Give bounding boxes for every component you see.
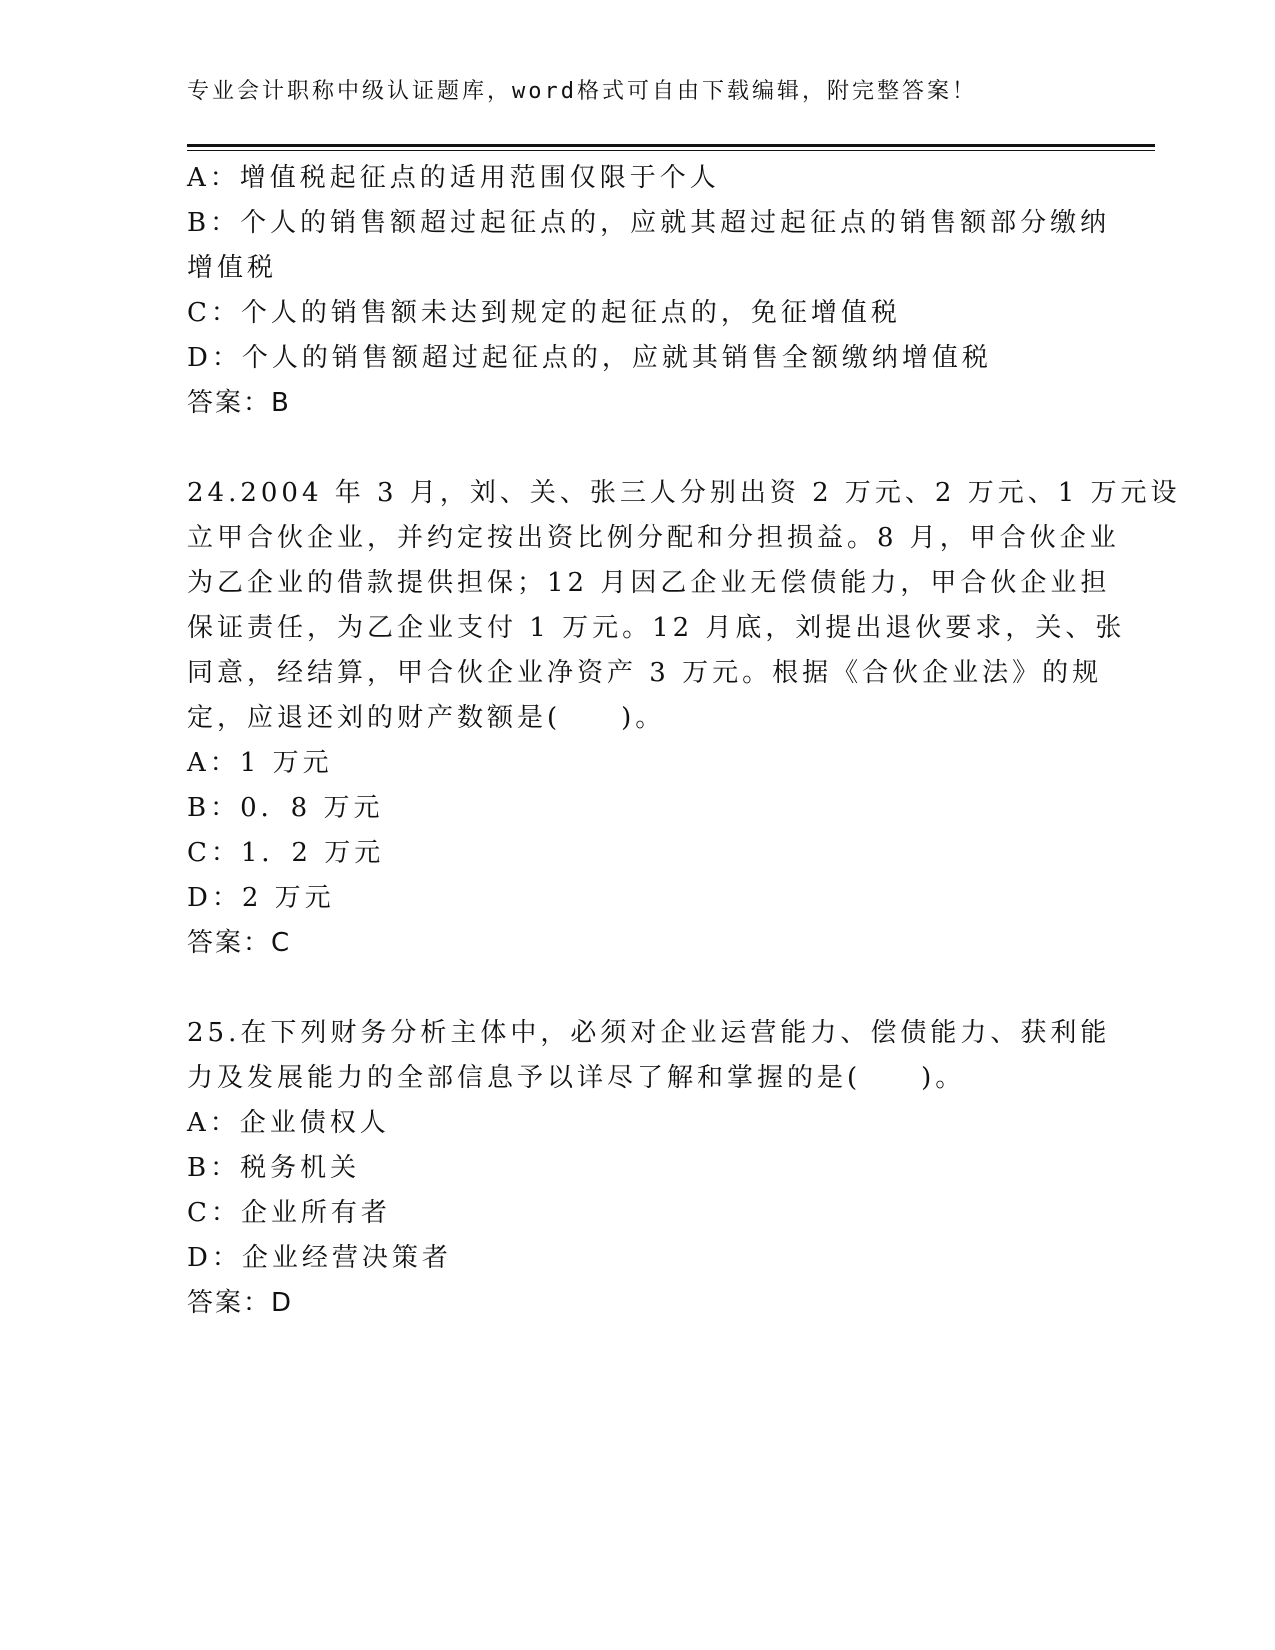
page-header: 专业会计职称中级认证题库，word格式可自由下载编辑，附完整答案！	[187, 79, 977, 104]
option-d: D：个人的销售额超过起征点的，应就其销售全额缴纳增值税	[187, 343, 992, 373]
question-stem-line: 力及发展能力的全部信息予以详尽了解和掌握的是( )。	[187, 1063, 966, 1093]
header-rule-thick	[187, 144, 1155, 147]
option-c: C：个人的销售额未达到规定的起征点的，免征增值税	[187, 298, 901, 328]
option-a: A：增值税起征点的适用范围仅限于个人	[187, 163, 720, 193]
question-24	[187, 471, 1181, 966]
answer: 答案：B	[187, 388, 291, 418]
question-25	[187, 1011, 1111, 1326]
answer: 答案：C	[187, 928, 292, 958]
option-b: B：税务机关	[187, 1153, 361, 1183]
question-stem-line: 25.在下列财务分析主体中，必须对企业运营能力、偿债能力、获利能	[187, 1018, 1111, 1048]
question-stem-line: 保证责任，为乙企业支付 1 万元。12 月底，刘提出退伙要求，关、张	[187, 613, 1126, 643]
option-a: A：1 万元	[187, 748, 333, 778]
header-rule-thin	[187, 150, 1155, 151]
option-b: B：0．8 万元	[187, 793, 384, 823]
question-stem-line: 24.2004 年 3 月，刘、关、张三人分别出资 2 万元、2 万元、1 万元设	[187, 478, 1181, 508]
question-23	[187, 156, 1111, 426]
question-stem-line: 同意，经结算，甲合伙企业净资产 3 万元。根据《合伙企业法》的规	[187, 658, 1103, 688]
document-body	[187, 156, 1181, 1326]
question-stem-line: 为乙企业的借款提供担保；12 月因乙企业无偿债能力，甲合伙企业担	[187, 568, 1111, 598]
option-b-continued: 增值税	[187, 253, 278, 283]
spacer	[187, 966, 1087, 1011]
option-b: B：个人的销售额超过起征点的，应就其超过起征点的销售额部分缴纳	[187, 208, 1111, 238]
answer: 答案：D	[187, 1288, 294, 1318]
question-stem-line: 立甲合伙企业，并约定按出资比例分配和分担损益。8 月，甲合伙企业	[187, 523, 1120, 553]
spacer	[187, 426, 1087, 471]
option-a: A：企业债权人	[187, 1108, 390, 1138]
option-d: D：企业经营决策者	[187, 1243, 452, 1273]
option-c: C：1．2 万元	[187, 838, 385, 868]
option-d: D：2 万元	[187, 883, 335, 913]
option-c: C：企业所有者	[187, 1198, 391, 1228]
question-stem-line: 定，应退还刘的财产数额是( )。	[187, 703, 666, 733]
